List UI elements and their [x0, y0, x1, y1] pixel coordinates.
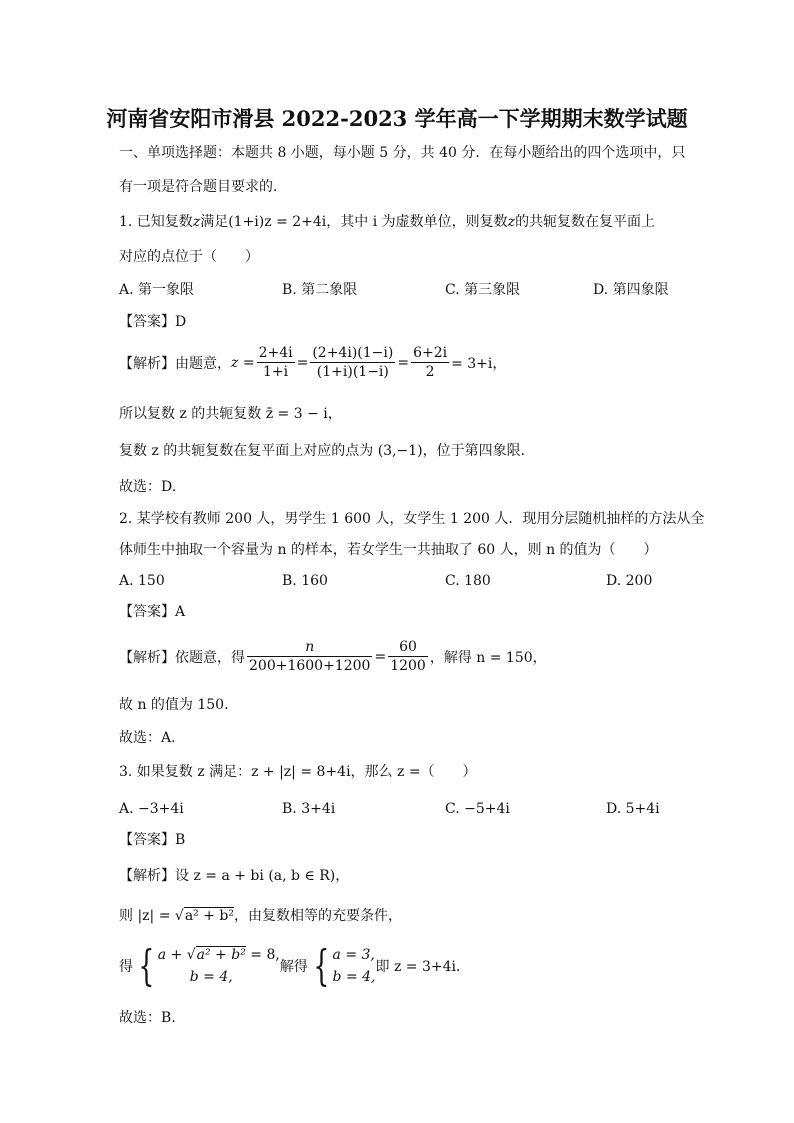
q3-system-1: [158, 944, 280, 988]
q1-stem-line2: 对应的点位于（ ）: [119, 249, 259, 265]
q3-stem: 3. 如果复数 z 满足：z + |z| = 8+4i，那么 z =（ ）: [119, 764, 477, 780]
q1-fraction-1: [257, 344, 295, 381]
q3-answer: 【答案】B: [119, 832, 186, 848]
q3-option-d: D. 5+4i: [606, 801, 660, 817]
q1-analysis-lhs: z =: [231, 354, 255, 371]
q2-fraction-1: [247, 638, 372, 675]
q2-analysis-tail: ，解得 n = 150，: [429, 649, 547, 666]
q1-stem-c: ，其中 i 为虚数单位，则复数: [326, 214, 508, 230]
q2-answer: 【答案】A: [119, 604, 186, 620]
q1-frac2-num: (2+4i)(1−i): [312, 345, 394, 361]
q3-sys1-row2: b = 4,: [189, 969, 233, 985]
document-title: 河南省安阳市滑县 2022-2023 学年高一下学期期末数学试题: [106, 106, 688, 131]
q2-option-b: B. 160: [282, 573, 328, 589]
q1-option-a: A. 第一象限: [119, 282, 195, 298]
q2-frac1-den: 200+1600+1200: [249, 658, 371, 674]
q3-option-c: C. −5+4i: [445, 801, 510, 817]
q1-analysis-label: 【解析】由题意，: [119, 355, 231, 372]
q3-sys1-row1: a + √a² + b² = 8,: [157, 947, 280, 963]
q3-sys2-row1: a = 3,: [332, 947, 375, 963]
q3-abs-radicand: a² + b²: [184, 908, 234, 924]
q1-option-c: C. 第三象限: [445, 282, 521, 298]
q2-fraction-2: [388, 638, 428, 675]
q3-abs-a: 则 |z| =: [119, 908, 175, 924]
q1-analysis-tail: = 3+i，: [451, 355, 507, 372]
q3-sys1-row1-a: a +: [157, 947, 187, 963]
q2-stem-line2: 体师生中抽取一个容量为 n 的样本，若女学生一共抽取了 60 人，则 n 的值为（ ）: [119, 542, 658, 558]
q3-sys1-row1-b: = 8,: [245, 947, 280, 963]
q1-frac3-den: 2: [411, 362, 449, 381]
q3-system-2: [333, 944, 376, 988]
q1-conjugate-line: 所以复数 z 的共轭复数 z̄ = 3 − i，: [119, 406, 342, 422]
q1-fraction-3: [411, 344, 449, 381]
q1-answer: 【答案】D: [119, 314, 187, 330]
q3-option-b: B. 3+4i: [282, 801, 336, 817]
q3-sys1-row1-rad: a² + b²: [196, 947, 246, 963]
q3-sys-mid: 解得: [279, 959, 308, 975]
section-heading-line2: 有一项是符合题目要求的．: [119, 179, 287, 195]
q1-frac1-num: 2+4i: [258, 345, 293, 361]
q3-sys-prefix: 得: [119, 959, 133, 975]
q1-stem-b: 满足: [200, 214, 229, 230]
section-heading-line1: 一、单项选择题：本题共 8 小题，每小题 5 分，共 40 分．在每小题给出的四个选项中，只: [119, 145, 686, 161]
q1-equation: (1+i)z = 2+4i: [228, 214, 327, 230]
q1-var-z-2: z: [507, 214, 516, 230]
q1-choose: 故选：D.: [119, 479, 177, 495]
q3-choose: 故选：B.: [119, 1010, 176, 1026]
q1-stem-line1: [119, 212, 655, 232]
q2-option-c: C. 180: [445, 573, 491, 589]
q3-system-line: [119, 941, 470, 990]
q3-sys2-row2: b = 4,: [332, 969, 376, 985]
q3-set-line: 【解析】设 z = a + bi (a, b ∈ R)，: [119, 868, 350, 884]
q1-option-b: B. 第二象限: [282, 282, 358, 298]
q2-option-d: D. 200: [606, 573, 653, 589]
q1-stem-d: 的共轭复数在复平面上: [515, 214, 656, 230]
left-brace-icon-2: {: [313, 941, 330, 990]
q3-abs-b: ，由复数相等的充要条件，: [233, 908, 402, 924]
q2-stem-line1: 2. 某学校有教师 200 人，男学生 1 600 人，女学生 1 200 人．现用分层随机抽样的方法从全: [119, 511, 705, 527]
q2-frac1-num: n: [305, 639, 315, 655]
q1-analysis-formula: 【解析】由题意， z = $\frac{2+4i}{1+i}$ = $\frac{(2+4i)(1-i)}{(1+i)(1-i)}$ = $\frac{6+2i}{2}$ = 3+i，: [119, 345, 507, 380]
q2-frac2-den: 1200: [390, 658, 426, 674]
q3-abs-line: 则 |z| = √a² + b²，由复数相等的充要条件，: [119, 908, 402, 924]
q1-frac1-den: 1+i: [257, 362, 295, 381]
q2-analysis-label: 【解析】依题意，得: [119, 649, 245, 666]
left-brace-icon: {: [138, 941, 155, 990]
q2-conclusion: 故 n 的值为 150.: [119, 697, 229, 713]
q1-fraction-2: [310, 344, 395, 381]
q1-option-d: D. 第四象限: [593, 282, 669, 298]
q1-point-line: 复数 z 的共轭复数在复平面上对应的点为 (3,−1)，位于第四象限．: [119, 443, 535, 459]
q2-analysis-formula: 【解析】依题意，得 $\frac{n}{200+1600+1200}$ = $\frac{60}{1200}$ ，解得 n = 150，: [119, 639, 547, 674]
q3-sys-tail: 即 z = 3+4i．: [375, 959, 470, 975]
q2-option-a: A. 150: [119, 573, 165, 589]
q1-var-z: z: [192, 214, 201, 230]
q2-choose: 故选：A.: [119, 730, 176, 746]
q1-stem-a: 1. 已知复数: [119, 214, 193, 230]
q3-option-a: A. −3+4i: [119, 801, 184, 817]
q1-frac3-num: 6+2i: [413, 345, 448, 361]
q2-frac2-num: 60: [399, 639, 417, 655]
q1-frac2-den: (1+i)(1−i): [310, 362, 395, 381]
